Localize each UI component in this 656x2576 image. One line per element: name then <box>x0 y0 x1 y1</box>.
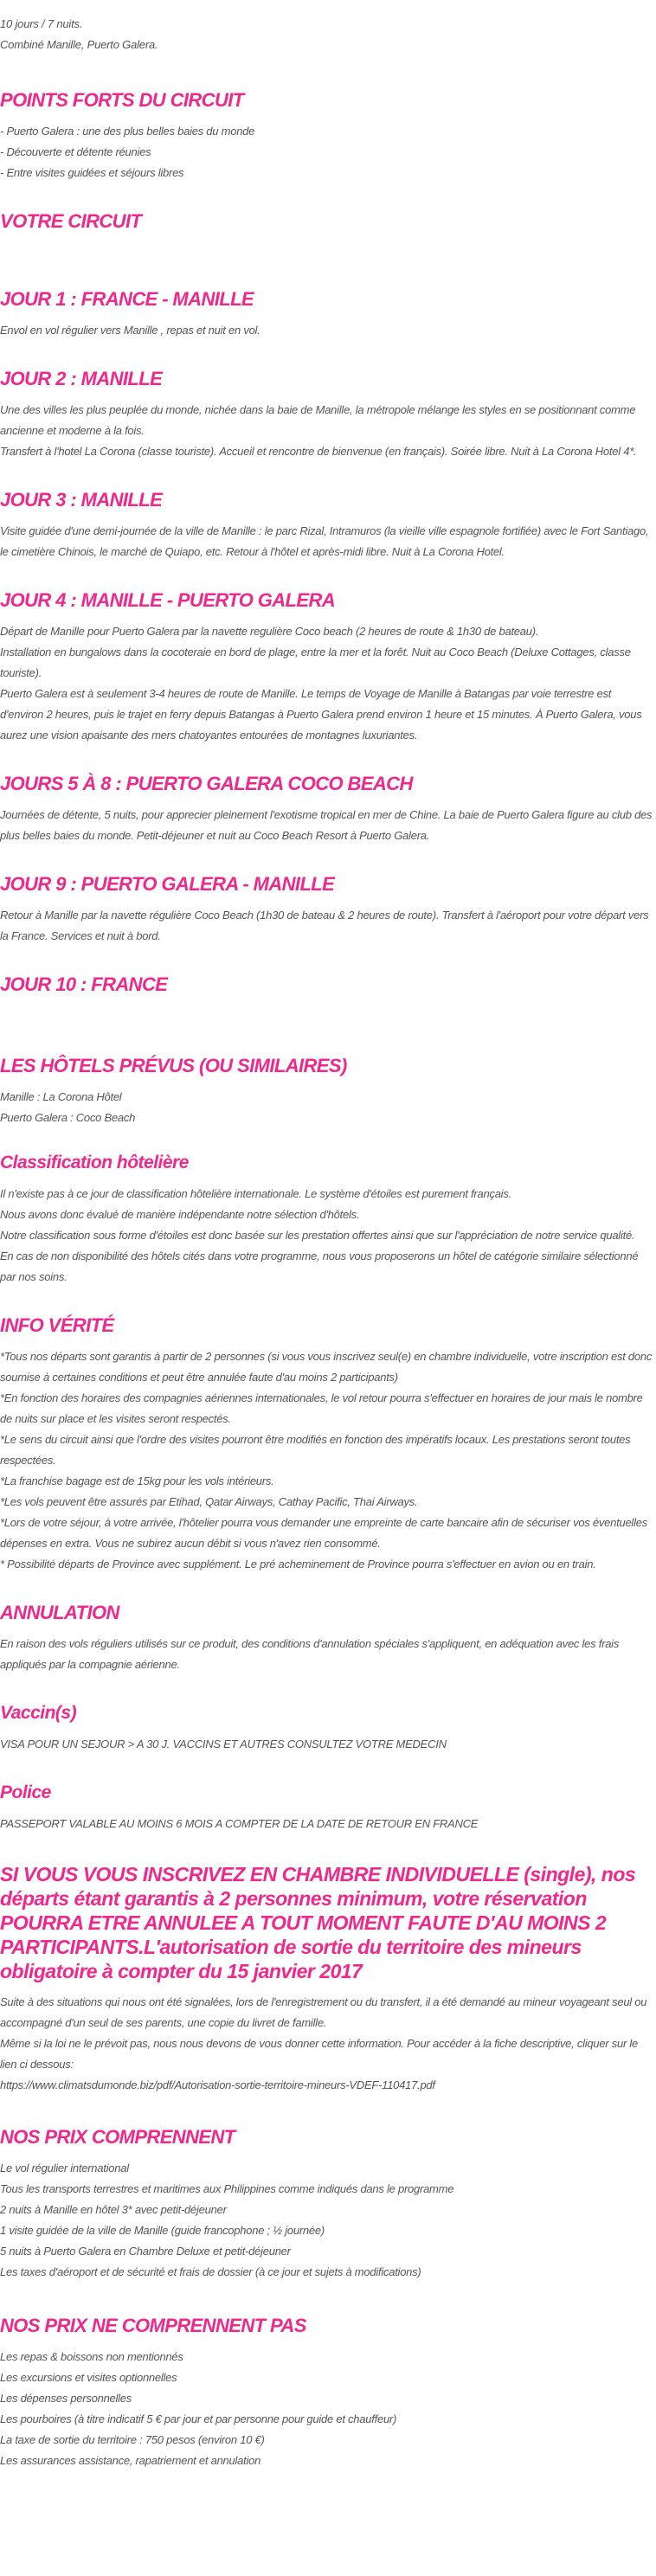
day-text: Une des villes les plus peuplée du monde, nichée dans la baie de Manille, la métropole mélange les styles en se positionnant comme ancienne et moderne à la fois. <box>0 403 636 437</box>
classification-text: Notre classification sous forme d'étoiles est donc basée sur les prestation offertes ainsi que sur l'appréciation de notre service qualité. <box>0 1229 635 1242</box>
highlights-list <box>0 121 656 183</box>
hotels-title: LES HÔTELS PRÉVUS (OU SIMILAIRES) <box>0 1055 347 1076</box>
day-3 <box>0 488 656 562</box>
not-included-item: Les assurances assistance, rapatriement et annulation <box>0 2454 261 2467</box>
day-text: Journées de détente, 5 nuits, pour apprecier pleinement l'exotisme tropical en mer de Chine. La baie de Puerto Galera figure au club des plus belles baies du monde. Petit-déjeuner et nuit au Coco Beach Resort à Puerto Galera. <box>0 808 653 842</box>
included-item: 2 nuits à Manille en hôtel 3* avec petit-déjeuner <box>0 2203 227 2216</box>
day-text: Visite guidée d'une demi-journée de la ville de Manille : le parc Rizal, Intramuros (la vieille ville espagnole fortifiée) avec le Fort Santiago, le cimetière Chinois, le marché de Quiapo, etc. Retour à l'hôtel et après-midi libre. Nuit à La Corona Hotel. <box>0 524 649 558</box>
minors-authorization-link[interactable]: https://www.climatsdumonde.biz/pdf/Autorisation-sortie-territoire-mineurs-VDEF-110417.pdf <box>0 2078 435 2091</box>
info-text: *Tous nos départs sont garantis à partir de 2 personnes (si vous vous inscrivez seul(e) en chambre individuelle, votre inscription est donc soumise à certaines conditions et peut être annulée faute d'au moins 2 participants) <box>0 1350 653 1384</box>
day-title: JOUR 10 : FRANCE <box>0 973 168 995</box>
day-title: JOURS 5 À 8 : PUERTO GALERA COCO BEACH <box>0 773 413 794</box>
highlights-title: POINTS FORTS DU CIRCUIT <box>0 89 244 111</box>
highlight-item: - Découverte et détente réunies <box>0 145 151 158</box>
day-text: Puerto Galera est à seulement 3-4 heures de route de Manille. Le temps de Voyage de Manille à Batangas par voie terrestre est d'environ 2 heures, puis le trajet en ferry depuis Batangas à Puerto Galera prend environ 1 heure et 15 minutes. À Puerto Galera, vous aurez une vision apaisante des mers chatoyantes entourées de montagnes luxuriantes. <box>0 687 642 742</box>
police-section <box>0 1781 656 1834</box>
vaccines-section <box>0 1701 656 1755</box>
trip-combo: Combiné Manille, Puerto Galera. <box>0 38 158 51</box>
police-title: Police <box>0 1783 51 1802</box>
info-text: *La franchise bagage est de 15kg pour les vols intérieurs. <box>0 1474 274 1487</box>
hotel-item: Puerto Galera : Coco Beach <box>0 1111 136 1124</box>
intro <box>0 14 656 55</box>
included-item: Tous les transports terrestres et maritimes aux Philippines comme indiqués dans le programme <box>0 2182 454 2195</box>
day-5-8 <box>0 772 656 846</box>
day-text: Retour à Manille par la navette régulière Coco Beach (1h30 de bateau & 2 heures de route). Transfert à l'aéroport pour votre départ vers la France. Services et nuit à bord. <box>0 909 649 942</box>
info-section <box>0 1314 656 1575</box>
day-text: Transfert à l'hotel La Corona (classe touriste). Accueil et rencontre de bienvenue (en français). Soirée libre. Nuit à La Corona Hotel 4*. <box>0 445 637 458</box>
info-text: *Lors de votre séjour, à votre arrivée, l'hôtelier pourra vous demander une empreinte de carte bancaire afin de sécuriser vos éventuelles dépenses en extra. Vous ne subirez aucun débit si vous n'avez rien consommé. <box>0 1516 647 1550</box>
trip-duration: 10 jours / 7 nuits. <box>0 17 83 30</box>
cancellation-title: ANNULATION <box>0 1602 119 1623</box>
vaccines-title: Vaccin(s) <box>0 1703 77 1723</box>
cancellation-section <box>0 1601 656 1675</box>
not-included-item: Les excursions et visites optionnelles <box>0 2371 177 2384</box>
day-2 <box>0 367 656 462</box>
info-title: INFO VÉRITÉ <box>0 1314 114 1336</box>
highlights-section <box>0 88 656 183</box>
included-list <box>0 2158 656 2283</box>
classification-text: En cas de non disponibilité des hôtels cités dans votre programme, nous vous proposerons un hôtel de catégorie similaire sélectionné par nos soins. <box>0 1249 639 1283</box>
included-item: Les taxes d'aéroport et de sécurité et frais de dossier (à ce jour et sujets à modifications) <box>0 2265 421 2278</box>
hotel-item: Manille : La Corona Hôtel <box>0 1090 122 1103</box>
cancellation-text: En raison des vols réguliers utilisés sur ce produit, des conditions d'annulation spéciales s'appliquent, en adéquation avec les frais appliqués par la compagnie aérienne. <box>0 1637 620 1671</box>
highlight-item: - Entre visites guidées et séjours libres <box>0 166 184 179</box>
day-title: JOUR 3 : MANILLE <box>0 489 163 511</box>
circuit-section <box>0 209 656 997</box>
included-item: 5 nuits à Puerto Galera en Chambre Deluxe et petit-déjeuner <box>0 2245 291 2258</box>
day-title: JOUR 4 : MANILLE - PUERTO GALERA <box>0 589 336 611</box>
info-text: *Les vols peuvent être assurés par Etihad, Qatar Airways, Cathay Pacific, Thai Airways. <box>0 1495 418 1508</box>
hotels-section <box>0 1054 656 1128</box>
single-warning-text: Même si la loi ne le prévoit pas, nous nous devons de vous donner cette information. Pour accéder à la fiche descriptive, cliquer sur le lien ci dessous: <box>0 2037 639 2071</box>
classification-title: Classification hôtelière <box>0 1153 189 1172</box>
not-included-item: Les repas & boissons non mentionnés <box>0 2350 183 2363</box>
classification-section <box>0 1151 656 1288</box>
day-text: Envol en vol régulier vers Manille , repas et nuit en vol. <box>0 324 260 337</box>
police-text: PASSEPORT VALABLE AU MOINS 6 MOIS A COMPTER DE LA DATE DE RETOUR EN FRANCE <box>0 1817 479 1830</box>
circuit-title: VOTRE CIRCUIT <box>0 210 142 232</box>
classification-text: Nous avons donc évalué de manière indépendante notre sélection d'hôtels. <box>0 1208 360 1221</box>
single-warning-section <box>0 1862 656 2096</box>
day-9 <box>0 872 656 947</box>
day-title: JOUR 2 : MANILLE <box>0 368 163 389</box>
not-included-list <box>0 2347 656 2471</box>
not-included-item: Les dépenses personnelles <box>0 2392 132 2405</box>
info-text: * Possibilité départs de Province avec supplément. Le pré acheminement de Province pourra s'effectuer en avion ou en train. <box>0 1558 596 1571</box>
not-included-item: La taxe de sortie du territoire : 750 pesos (environ 10 €) <box>0 2433 265 2446</box>
single-warning-title: SI VOUS VOUS INSCRIVEZ EN CHAMBRE INDIVIDUELLE (single), nos départs étant garantis à 2 personnes minimum, votre réservation POURRA ETRE ANNULEE A TOUT MOMENT FAUTE D'AU MOINS 2 PARTICIPANTS.L'autorisation de sortie du territoire des mineurs obligatoire à compter du 15 janvier 2017 <box>0 1863 636 1982</box>
classification-text: Il n'existe pas à ce jour de classification hôtelière internationale. Le système d'étoiles est purement français. <box>0 1187 511 1200</box>
not-included-item: Les pourboires (à titre indicatif 5 € par jour et par personne pour guide et chauffeur) <box>0 2412 397 2425</box>
info-text: *En fonction des horaires des compagnies aériennes internationales, le vol retour pourra s'effectuer en horaires de jour mais le nombre de nuits sur place et les visites seront respectés. <box>0 1391 643 1425</box>
included-item: 1 visite guidée de la ville de Manille (guide francophone ; ½ journée) <box>0 2224 325 2237</box>
day-title: JOUR 1 : FRANCE - MANILLE <box>0 288 254 310</box>
not-included-title: NOS PRIX NE COMPRENNENT PAS <box>0 2315 306 2336</box>
included-item: Le vol régulier international <box>0 2162 129 2175</box>
included-section <box>0 2125 656 2283</box>
not-included-section <box>0 2314 656 2471</box>
single-warning-text: Suite à des situations qui nous ont été signalées, lors de l'enregistrement ou du transfert, il a été demandé au mineur voyageant seul ou accompagné d'un seul de ses parents, une copie du livret de famille. <box>0 1995 647 2029</box>
day-1 <box>0 287 656 341</box>
highlight-item: - Puerto Galera : une des plus belles baies du monde <box>0 125 255 138</box>
day-text: Départ de Manille pour Puerto Galera par la navette regulière Coco beach (2 heures de route & 1h30 de bateau). <box>0 625 539 638</box>
info-text: *Le sens du circuit ainsi que l'ordre des visites pourront être modifiés en fonction des impératifs locaux. Les prestations seront toutes respectées. <box>0 1433 631 1467</box>
day-text: Installation en bungalows dans la cocoteraie en bord de plage, entre la mer et la forêt. Nuit au Coco Beach (Deluxe Cottages, classe touriste). <box>0 646 631 679</box>
included-title: NOS PRIX COMPRENNENT <box>0 2126 235 2148</box>
day-title: JOUR 9 : PUERTO GALERA - MANILLE <box>0 873 335 895</box>
day-4 <box>0 588 656 746</box>
vaccines-text: VISA POUR UN SEJOUR > A 30 J. VACCINS ET AUTRES CONSULTEZ VOTRE MEDECIN <box>0 1738 447 1751</box>
day-10 <box>0 973 656 997</box>
